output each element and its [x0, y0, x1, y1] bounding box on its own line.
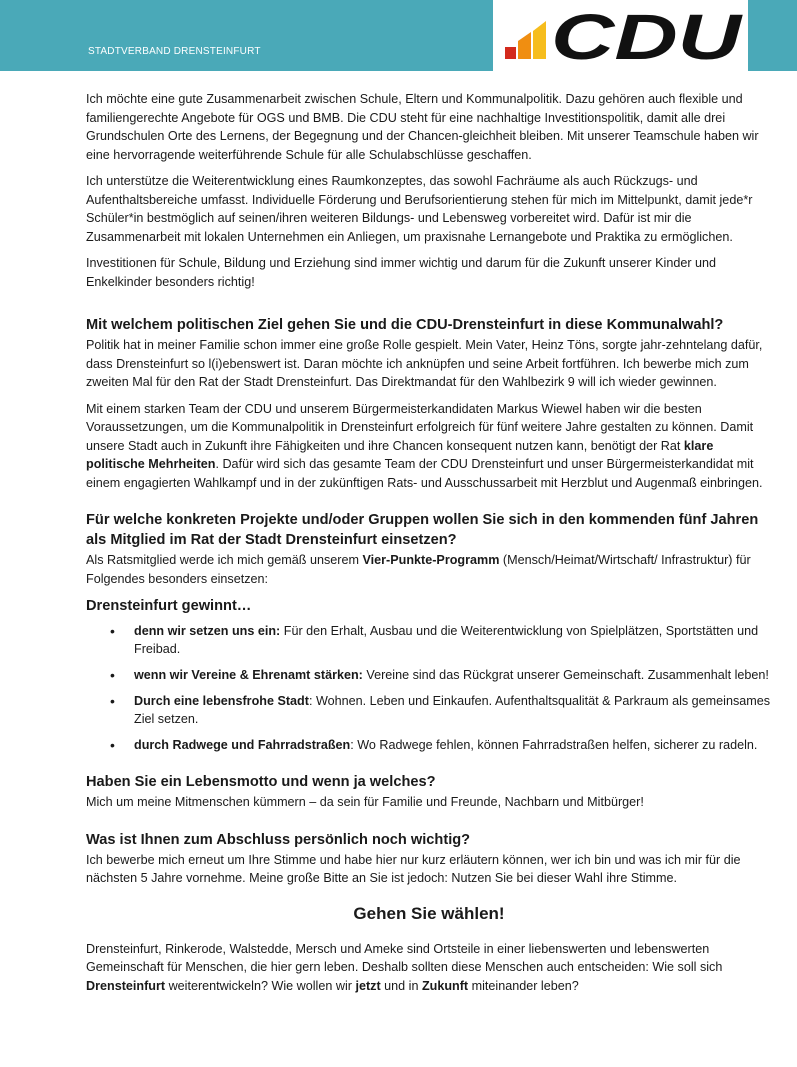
question-4-heading: Was ist Ihnen zum Abschluss persönlich noch wichtig?	[86, 831, 471, 848]
article-body	[86, 90, 772, 1003]
question-1-heading: Mit welchem politischen Ziel gehen Sie und die CDU-Drensteinfurt in diese Kommunalwahl?	[86, 317, 724, 333]
question-1-answer-2: Mit einem starken Team der CDU und unserem Bürgermeisterkandidaten Markus Wiewel haben wir die besten Voraussetzungen, um die Kommunalpolitik in Drensteinfurt erfolgreich für fünf weitere Jahre gestalten zu können. Damit unsere Stadt auch in Zukunft ihre Fähigkeiten und ihre Chancen konsequent nutzen kann, benötigt der Rat klare politische Mehrheiten. Dafür wird sich das gesamte Team der CDU Drensteinfurt und unser Bürgermeisterkandidat mit einem engagierten Wahlkampf und in der zukünftigen Rats- und Ausschussarbeit mit Herzblut und Augenmaß einbringen.	[86, 401, 763, 490]
question-3-answer: Mich um meine Mitmenschen kümmern – da sein für Familie und Freunde, Nachbarn und Mitbürger!	[86, 795, 644, 809]
question-4-answer: Ich bewerbe mich erneut um Ihre Stimme und habe hier nur kurz erläutern können, wer ich bin und was ich mir für die nächsten 5 Jahre vornehme. Meine große Bitte an Sie ist jedoch: Nutzen Sie bei dieser Wahl ihre Stimme.	[86, 852, 741, 885]
question-1-answer-1: Politik hat in meiner Familie schon immer eine große Rolle gespielt. Mein Vater, Heinz Töns, sorgte jahr-zehntelang dafür, dass Drensteinfurt so l(i)ebenswert ist. Daran möchte ich anknüpfen und seine Arbeit fortführen. Ich bewerbe mich zum zweiten Mal für den Rat der Stadt Drensteinfurt. Das Direktmandat für den Wahlbezirk 9 will ich wieder gewinnen.	[86, 338, 763, 389]
question-2-subheading: Drensteinfurt gewinnt…	[86, 598, 252, 614]
logo-bar-yellow	[533, 21, 546, 59]
intro-paragraph-2: Ich unterstütze die Weiterentwicklung eines Raumkonzeptes, das sowohl Fachräume als auch Rückzugs- und Aufenthaltsbereiche umfasst. Individuelle Förderung und Berufsorientierung stehen für mich im Mittelpunkt, damit jede*r Schüler*in bestmöglich auf seinen/ihren weiteren Bildungs- und Lebensweg vorbereitet wird. Dafür ist mir die Zusammenarbeit mit lokalen Unternehmen ein Anliegen, um praxisnahe Lernangebote und Praktika zu ermöglichen.	[86, 174, 753, 244]
logo-bar-orange	[518, 32, 531, 59]
header-banner-right	[748, 0, 797, 71]
intro-paragraph-1: Ich möchte eine gute Zusammenarbeit zwischen Schule, Eltern und Kommunalpolitik. Dazu gehören auch flexible und familiengerechte Angebote für OGS und BMB. Die CDU steht für eine nachhaltige Investitionspolitik, damit alle drei Grundschulen Orte des Lernens, der Begegnung und der Chancen-gleichheit bleiben. Mit unserer Teamschule haben wir eine hervorragende weiterführende Schule für alle Schulabschlüsse geschaffen.	[86, 92, 759, 162]
list-item: • wenn wir Vereine & Ehrenamt stärken: Vereine sind das Rückgrat unserer Gemeinschaft. Zusammenhalt leben!	[134, 666, 772, 684]
project-list	[86, 622, 772, 754]
list-item: • durch Radwege und Fahrradstraßen: Wo Radwege fehlen, können Fahrradstraßen helfen, sicherer zu radeln.	[134, 736, 772, 754]
list-item: • denn wir setzen uns ein: Für den Erhalt, Ausbau und die Weiterentwicklung von Spielplätzen, Sportstätten und Freibad.	[134, 622, 772, 658]
question-2-answer: Als Ratsmitglied werde ich mich gemäß unserem Vier-Punkte-Programm (Mensch/Heimat/Wirtschaft/ Infrastruktur) für Folgendes besonders einsetzen:	[86, 553, 751, 586]
page-header	[0, 0, 797, 71]
logo-text: CDU	[551, 5, 744, 65]
question-3-heading: Haben Sie ein Lebensmotto und wenn ja welches?	[86, 774, 436, 790]
list-item: • Durch eine lebensfrohe Stadt: Wohnen. Leben und Einkaufen. Aufenthaltsqualität & Parkraum als gemeinsames Ziel setzen.	[134, 692, 772, 728]
org-name: STADTVERBAND DRENSTEINFURT	[88, 46, 261, 57]
header-banner	[0, 0, 493, 71]
closing-paragraph: Drensteinfurt, Rinkerode, Walstedde, Mersch und Ameke sind Ortsteile in einer liebenswerten und lebenswerten Gemeinschaft für Menschen, die hier gern leben. Deshalb sollten diese Menschen auch entscheiden: Wie soll sich Drensteinfurt weiterentwickeln? Wie wollen wir jetzt und in Zukunft miteinander leben?	[86, 941, 723, 993]
intro-paragraph-3: Investitionen für Schule, Bildung und Erziehung sind immer wichtig und darum für die Zukunft unserer Kinder und Enkelkinder besonders richtig!	[86, 256, 717, 289]
question-2-heading: Für welche konkreten Projekte und/oder Gruppen wollen Sie sich in den kommenden fünf Jahren als Mitglied im Rat der Stadt Drensteinfurt einsetzen?	[86, 512, 759, 548]
closing-heading: Gehen Sie wählen!	[353, 903, 505, 923]
logo-bar-red	[505, 47, 516, 59]
cdu-logo	[505, 5, 745, 65]
